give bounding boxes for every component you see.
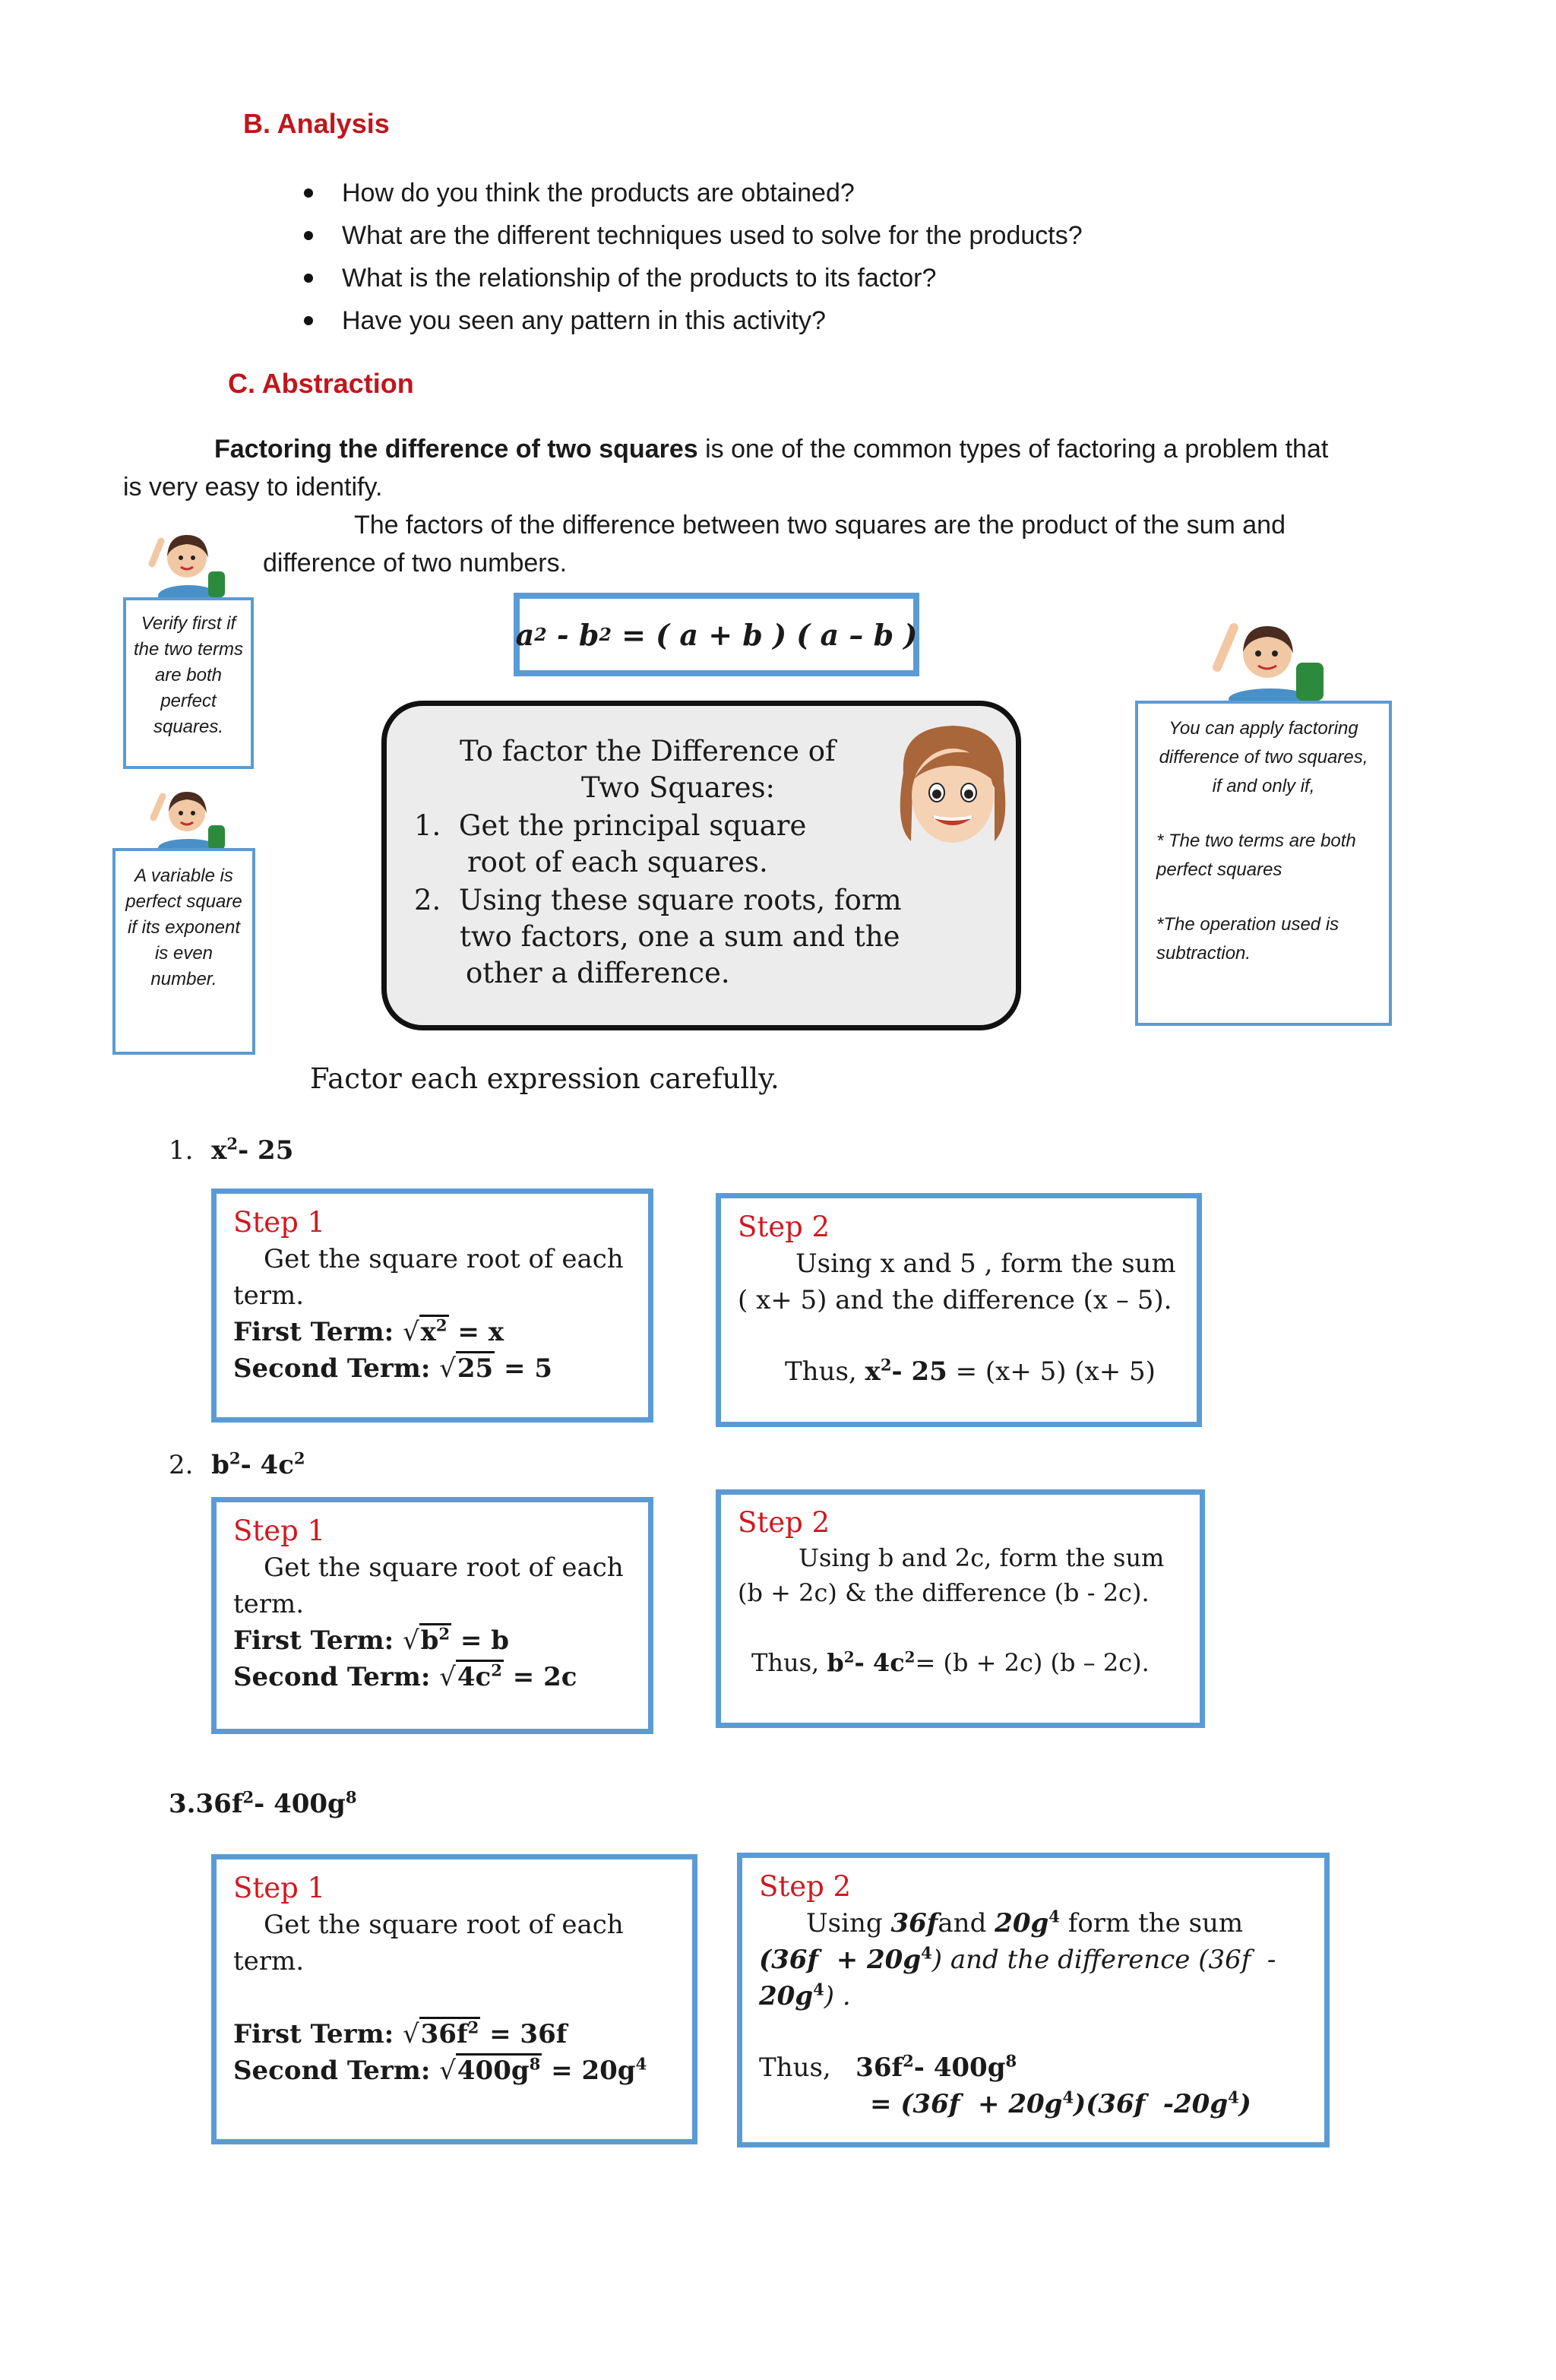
bullet-icon	[304, 188, 313, 198]
question-item: How do you think the products are obtained?	[304, 172, 1083, 214]
bullet-icon	[304, 274, 313, 283]
abstraction-heading: C. Abstraction	[228, 368, 414, 399]
teacher-avatar-icon	[143, 526, 226, 602]
teacher-avatar-icon	[1194, 614, 1331, 705]
question-item: Have you seen any pattern in this activity?	[304, 299, 1083, 342]
problem-2-expression: 2. $b^2-$ $4c^2$	[169, 1448, 305, 1480]
abstraction-paragraph-1: Factoring the difference of two squares is one of the common types of factoring a problem that	[214, 435, 1329, 464]
analysis-questions	[304, 172, 1083, 342]
smiling-teacher-icon	[888, 720, 1017, 866]
note-verify-squares: Verify first if the two terms are both perfect squares.	[123, 597, 254, 769]
problem-3-expression: $3.36f^2-$ $400g^8$	[169, 1787, 357, 1819]
problem-1-step-2: Step 2 Using x and 5 , form the sum ( x+ 5) and the difference (x – 5). Thus, $x^2-$ 25 = (x+ 5) (x+ 5)	[716, 1193, 1202, 1427]
abstraction-paragraph-2-cont: difference of two numbers.	[263, 549, 568, 578]
problem-2-step-1: Step 1 Get the square root of each term. First Term: $√b^2 = b$ Second Term: $√4c^2 = 2c$	[211, 1497, 653, 1734]
note-variable-perfect-square: A variable is perfect square if its exponent is even number.	[112, 848, 255, 1055]
abstraction-paragraph-2: The factors of the difference between two squares are the product of the sum and	[354, 511, 1286, 540]
difference-of-squares-formula: a 2 - b 2 = ( a + b ) ( a – b )	[514, 593, 919, 676]
bullet-icon	[304, 316, 313, 325]
problem-2-step-2: Step 2 Using b and 2c, form the sum (b + 2c) & the difference (b - 2c). Thus, $b^2-$ $4c^2= (b + 2c)$ (b – 2c).	[716, 1489, 1205, 1728]
instruction-text: Factor each expression carefully.	[310, 1062, 780, 1095]
question-item: What is the relationship of the products to its factor?	[304, 257, 1083, 299]
problem-1-expression: 1. $x^2-$ 25	[169, 1134, 294, 1166]
abstraction-paragraph-1-cont: is very easy to identify.	[123, 473, 383, 502]
analysis-heading: B. Analysis	[243, 108, 390, 139]
question-item: What are the different techniques used to solve for the products?	[304, 214, 1083, 257]
problem-3-step-2: Step 2 Using 36fand $20g^4$ form the sum $(36f + 20g^4)$ and the difference (36f - $20g^4$) . Thus, $36f^2-$ $400g^8$ = $(36f + 20g^4)(36f$ $-20g^4$)	[737, 1853, 1330, 2147]
note-apply-conditions: You can apply factoring difference of two squares, if and only if, * The two terms are both perfect squares *The operation used is subtraction.	[1135, 701, 1392, 1026]
problem-3-step-1: Step 1 Get the square root of each term. First Term: $√36f^2 = 36f$ Second Term: $√400g^8 = 20g^4$	[211, 1854, 697, 2144]
teacher-avatar-icon	[143, 783, 226, 851]
bullet-icon	[304, 231, 313, 240]
problem-1-step-1: Step 1 Get the square root of each term. First Term: $√x^2 = x$ Second Term: √25 = 5	[211, 1188, 653, 1423]
factoring-rule-box: To factor the Difference of Two Squares: 1. Get the principal square root of each squares. 2. Using these square roots, form two factors, one a sum and the other a difference.	[381, 701, 1021, 1030]
